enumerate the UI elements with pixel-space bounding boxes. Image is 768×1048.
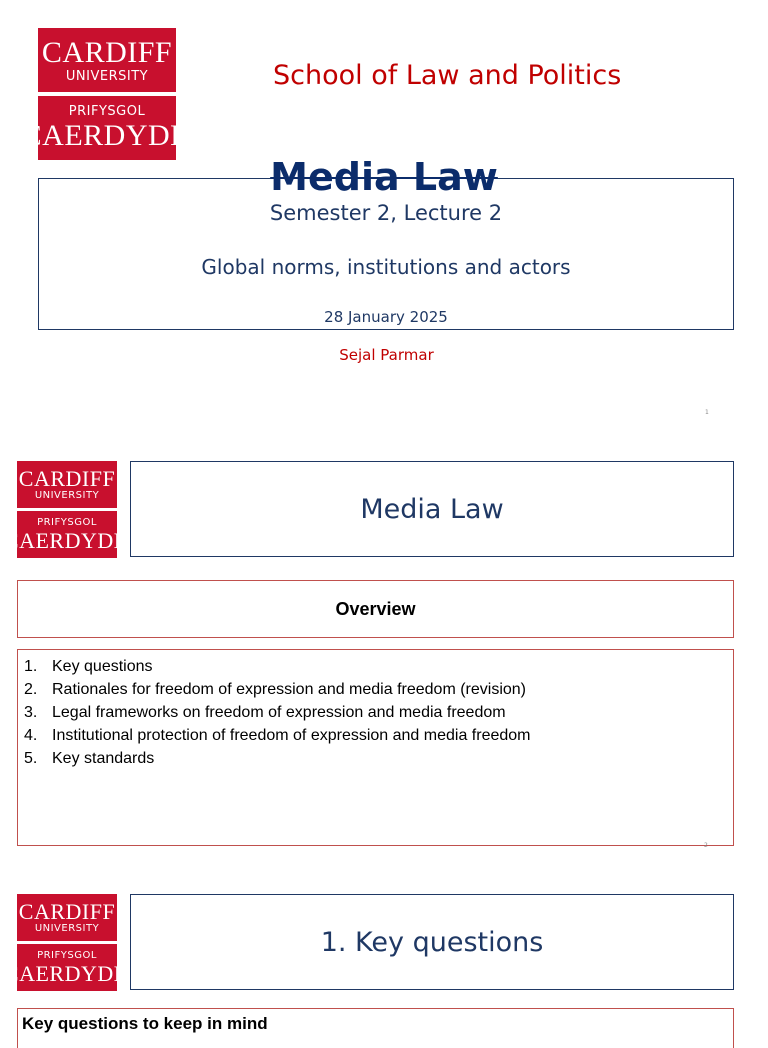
slide-header xyxy=(130,894,734,990)
logo-text-prifysgol: PRIFYSGOL xyxy=(37,949,97,961)
logo-text-caerdydd: CAERDYDD xyxy=(3,960,131,986)
list-item: 4. Institutional protection of freedom of expression and media freedom xyxy=(24,727,531,744)
overview-list-box xyxy=(17,649,734,846)
logo-text-cardiff: CARDIFF xyxy=(18,899,116,924)
overview-box xyxy=(17,580,734,638)
slide-header-title: Media Law xyxy=(360,493,504,525)
slide-header xyxy=(130,461,734,557)
logo-text-caerdydd: CAERDYDD xyxy=(21,119,193,152)
list-item: 5. Key standards xyxy=(24,750,155,767)
lecture-date: 28 January 2025 xyxy=(324,308,448,326)
semester-lecture: Semester 2, Lecture 2 xyxy=(269,201,503,225)
list-item: 1. Key questions xyxy=(24,658,153,675)
logo-text-cardiff: CARDIFF xyxy=(41,35,173,69)
logo-text-university: UNIVERSITY xyxy=(34,923,100,934)
logo-text-prifysgol: PRIFYSGOL xyxy=(68,104,146,119)
page-number: 1 xyxy=(705,409,709,416)
lecturer-name: Sejal Parmar xyxy=(339,346,434,364)
list-item: 2. Rationales for freedom of expression and media freedom (revision) xyxy=(24,681,527,698)
overview-title: Overview xyxy=(335,598,416,619)
cardiff-university-logo xyxy=(3,894,131,991)
cardiff-university-logo xyxy=(3,461,131,558)
logo-text-cardiff: CARDIFF xyxy=(18,466,116,491)
lecture-topic: Global norms, institutions and actors xyxy=(201,255,571,279)
page-number: 2 xyxy=(704,842,708,849)
overview-list xyxy=(24,655,733,770)
key-questions-heading: Key questions to keep in mind xyxy=(22,1014,268,1033)
logo-text-caerdydd: CAERDYDD xyxy=(3,527,131,553)
cardiff-university-logo xyxy=(21,28,193,160)
lecture-title: Media Law xyxy=(270,155,498,199)
logo-text-prifysgol: PRIFYSGOL xyxy=(37,516,97,528)
slide-header-title: 1. Key questions xyxy=(320,926,544,958)
logo-text-university: UNIVERSITY xyxy=(65,68,149,84)
logo-text-university: UNIVERSITY xyxy=(34,490,100,501)
list-item: 3. Legal frameworks on freedom of expression and media freedom xyxy=(24,704,506,721)
school-name: School of Law and Politics xyxy=(273,60,622,91)
